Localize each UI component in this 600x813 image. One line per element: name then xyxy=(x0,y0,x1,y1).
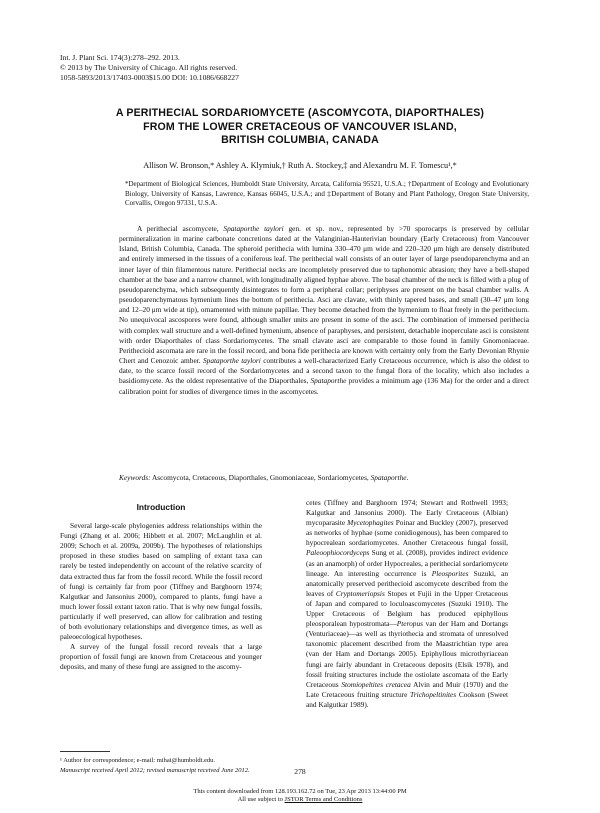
body-text: Alvin and Muir (1970) and the Late Cretaceous fruiting structure xyxy=(306,679,508,699)
left-column xyxy=(60,502,262,673)
species-name: Spataporthe taylori xyxy=(223,224,284,233)
species-name: Spataporthe taylori xyxy=(202,356,261,366)
body-text: Stopes et Fujii in the Upper Cretaceous of Japan and compared to loculoascomycetes (Suzuki 1910). The Upper Cretaceous of Belgium has produced epiphyllous pleosporalean hypostromata— xyxy=(306,588,509,629)
abstract xyxy=(119,224,529,397)
title-line-1: A PERITHECIAL SORDARIOMYCETE (ASCOMYCOTA, DIAPORTHALES) xyxy=(115,107,485,119)
abstract-text: contributes a well-characterized Early Cretaceous occurrence, which is also the oldest to date, to the scarce fossil record of the Sordariomycetes and a second taxon to the fungal flora of the locality, which also includes a basidiomycete. As the oldest representative of the Diaporthales, xyxy=(119,356,529,386)
terms-line xyxy=(60,796,540,804)
article-title xyxy=(60,107,540,148)
terms-prefix: All use subject to xyxy=(237,796,285,803)
abstract-text: A perithecial ascomycete, xyxy=(137,224,224,233)
keywords-text: Ascomycota, Cretaceous, Diaporthales, Gnomoniaceae, Sordariomycetes, xyxy=(150,473,371,482)
body-text: Suzuki, an anatomically preserved perithecioid ascomycete described from the leaves of xyxy=(306,568,509,598)
body-text: Poinar and Buckley (2007), preserved as networks of hyphae (some conidiogenous), has been compared to hypocrealean sordariomycetes. Another Cretaceous fungal fossil, xyxy=(306,518,508,548)
intro-paragraph-2: A survey of the fungal fossil record reveals that a large proportion of fossil fungi are known from Cretaceous and younger deposits, and many of these fungi are assigned to the ascomy- xyxy=(60,642,262,672)
keywords-genus: Spataporthe xyxy=(370,473,407,482)
taxon-name: Cryptomeriopsis xyxy=(335,588,385,598)
manuscript-dates-text: Manuscript received April 2012; revised manuscript received June 2012. xyxy=(60,766,250,774)
body-text: cetes (Tiffney and Barghoorn 1974; Stewart and Rothwell 1993; Kalgutkar and Jansonius 2000). The Early Cretaceous (Albian) mycoparasite xyxy=(306,498,508,528)
author-list: Allison W. Bronson,* Ashley A. Klymiuk,† Ruth A. Stockey,‡ and Alexandru M. F. Tomescu¹,* xyxy=(143,161,457,170)
taxon-name: Paleoophiocordyceps xyxy=(306,548,370,558)
affiliations: *Department of Biological Sciences, Humboldt State University, Arcata, California 95521, U.S.A.; †Department of Ecology and Evolutionary Biology, University of Kansas, Lawrence, Kansas 66045, U.S.A.; and ‡Department of Botany and Plant Pathology, Oregon State University, Corvallis, Oregon 97331, U.S.A. xyxy=(125,180,529,208)
download-notice xyxy=(60,788,540,804)
keywords-label: Keywords: xyxy=(119,473,151,482)
title-line-3: BRITISH COLUMBIA, CANADA xyxy=(221,134,379,146)
author-footnote: ¹ Author for correspondence; e-mail: mihai@humboldt.edu. xyxy=(60,757,216,764)
copyright-line: © 2013 by The University of Chicago. All rights reserved. xyxy=(60,63,238,72)
intro-paragraph-1: Several large-scale phylogenies address relationships within the Fungi (Zhang et al. 2006; Hibbett et al. 2007; McLaughlin et al. 2009; Schoch et al. 2009a, 2009b). The hypotheses of relationships proposed in these studies based on sampling of extant taxa can rarely be tested independently on account of the relative scarcity of data extracted thus far from the fossil record. While the fossil record of fungi is certainly far from poor (Tiffney and Barghoorn 1974; Kalgutkar and Jansonius 2000), compared to plants, fungi have a much lower fossil extant taxon ratio. That is why new fungal fossils, particularly if well preserved, can allow for calibration and testing of both evolutionary relationships and divergence times, as well as paleoecological hypotheses. xyxy=(60,521,262,642)
citation-line: Int. J. Plant Sci. 174(3):278–292. 2013. xyxy=(60,53,180,62)
body-text: Sung et al. (2008), provides indirect evidence (as an anamorph) of order Hypocreales, a perithecial sordariomycete lineage. An interesting occurrence is xyxy=(306,548,508,578)
taxon-name: Stomiopeltites cretacea xyxy=(341,679,411,689)
taxon-name: Mycetophagites xyxy=(347,518,394,528)
journal-header xyxy=(60,53,239,83)
section-heading: Introduction xyxy=(136,502,186,512)
taxon-name: Trichopeltinites xyxy=(410,689,457,699)
keywords-end: . xyxy=(406,473,409,482)
download-line: This content downloaded from 128.193.162.72 on Tue, 23 Apr 2013 13:44:00 PM xyxy=(193,788,407,795)
footnote-rule xyxy=(60,751,110,752)
right-column xyxy=(306,498,508,710)
body-text: Cookson (Sweet and Kalgutkar 1989). xyxy=(306,689,508,709)
taxon-name: Pleosporites xyxy=(431,568,469,578)
abstract-text: gen. et sp. nov., represented by >70 sporocarps is preserved by cellular permineralization in marine carbonate concretions dated at the Valanginian-Hauterivian boundary (Early Cretaceous) from Vancouver Island, British Columbia, Canada. The spheroid perithecia with lumina 330–470 μm wide and 220–320 μm high are densely distributed and entirely immersed in the tissues of a coniferous leaf. The perithecial wall consists of an outer layer of large pseudoparenchyma and an inner layer of thin filamentous nature. Perithecial necks are incompletely preserved due to taphonomic abrasion; they have a bell-shaped chamber at the base and a narrow channel, with longitudinally aligned hyphae above. The basal chamber of the neck is filled with a plug of pseudoparenchyma, which subsequently disintegrates to form a peripheral collar; periphyses are present on the basal chamber walls. A pseudoparenchymatous hymenium lines the bottom of perithecia. Asci are clavate, with thinly tapered bases, and small (30–47 μm long and 12–20 μm wide at tip), ornamented with minute papillae. They become detached from the hymenium to float freely in the perithecium. No unequivocal ascospores were found, although smaller units are present in some of the asci. The combination of immersed perithecia with complex wall structure and a well-defined hymenium, absence of paraphyses, and persistent, detachable inoperculate asci is consistent with order Diaporthales of class Sordariomycetes. The small clavate asci are comparable to those found in family Gnomoniaceae. Perithecioid ascomata are rare in the fossil record, and bona fide perithecia are known with certainty only from the Early Devonian Rhynie Chert and Cenozoic amber. xyxy=(119,224,529,366)
title-line-2: FROM THE LOWER CRETACEOUS OF VANCOUVER ISLAND, xyxy=(143,120,457,133)
keywords xyxy=(119,473,529,482)
intro-paragraph-continued xyxy=(306,498,508,710)
issn-doi-line: 1058-5893/2013/17403-0003$15.00 DOI: 10.1086/668227 xyxy=(60,73,239,82)
page-number: 278 xyxy=(294,767,306,776)
jstor-terms-link[interactable]: JSTOR Terms and Conditions xyxy=(284,796,363,803)
body-text: van der Ham and Dortangs (Venturiaceae)—as well as thyriothecia and stromata of unresolved taxonomic placement described from the Maastrichtian type area (van der Ham and Dortangs 2005). Epiphyllous microthyriacean fungi are fairly abundant in Cretaceous deposits (Elsik 1978), and fossil fruiting structures include the ostiolate ascomata of the Early Cretaceous xyxy=(306,619,508,689)
abstract-text: provides a minimum age (136 Ma) for the order and a direct calibration point for studies of divergence times in the ascomycetes. xyxy=(119,376,529,396)
taxon-name: Pteropus xyxy=(396,619,423,629)
genus-name: Spataporthe xyxy=(310,376,347,386)
